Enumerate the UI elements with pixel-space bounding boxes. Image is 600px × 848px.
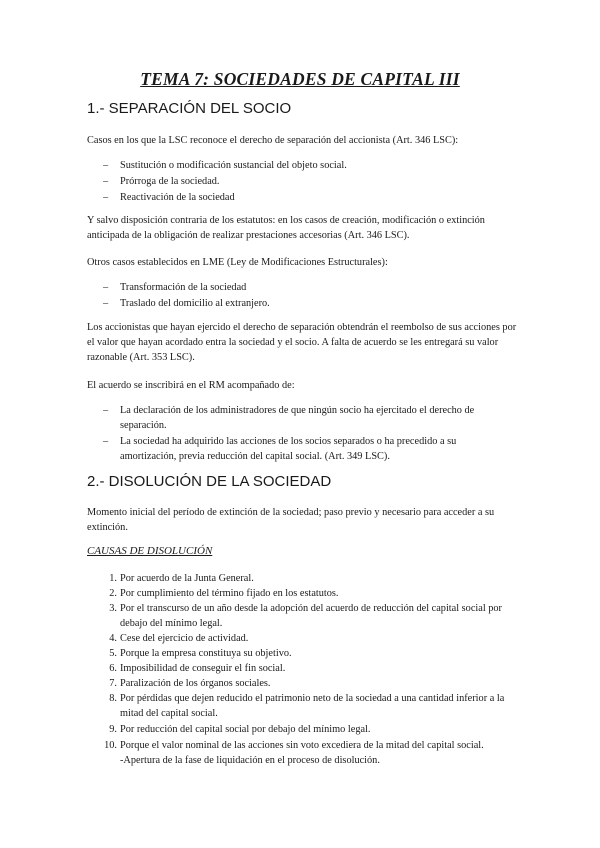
dash-bullet: – [103,176,109,187]
list-item: 1. Por acuerdo de la Junta General. [109,573,254,584]
paragraph: Y salvo disposición contraria de los estatutos: en los casos de creación, modificación o extinción anticipada de la obligación de realizar prestaciones accesorias (Art. 346 LSC). [87,215,485,241]
dash-bullet: – [103,405,109,416]
paragraph: Otros casos establecidos en LME (Ley de Modificaciones Estructurales): [87,257,388,268]
dash-bullet: – [103,298,109,309]
list-item: 10. Porque el valor nominal de las acciones sin voto excediera de la mitad del capital social. [104,740,484,751]
dash-bullet: – [103,160,109,171]
list-item: 2. Por cumplimiento del término fijado en los estatutos. [109,588,339,599]
paragraph: Los accionistas que hayan ejercido el derecho de separación obtendrán el reembolso de sus acciones por el valor que hayan acordado entra la sociedad y el socio. A falta de acuerdo se les entregará su valor razonable (Art. 353 LSC). [87,322,517,363]
section-heading-separacion: 1.- SEPARACIÓN DEL SOCIO [87,100,292,117]
list-item: 5. Porque la empresa constituya su objetivo. [109,648,292,659]
list-item: – Traslado del domicilio al extranjero. [103,298,270,309]
list-item: – Transformación de la sociedad [103,282,247,293]
list-item: 6. Imposibilidad de conseguir el fin social. [109,663,286,674]
closing-note: -Apertura de la fase de liquidación en el proceso de disolución. [120,755,380,766]
paragraph: El acuerdo se inscribirá en el RM acompañado de: [87,380,295,391]
list-item: 7. Paralización de los órganos sociales. [109,678,271,689]
dash-bullet: – [103,192,109,203]
list-item: – Reactivación de la sociedad [103,192,235,203]
dash-bullet: – [103,282,109,293]
list-item: 9. Por reducción del capital social por debajo del mínimo legal. [109,724,371,735]
paragraph: Casos en los que la LSC reconoce el derecho de separación del accionista (Art. 346 LSC): [87,135,459,146]
document-title: TEMA 7: SOCIEDADES DE CAPITAL III [140,69,460,89]
list-item: – La declaración de los administradores de que ningún socio ha ejercitado el derecho de separación. [103,405,475,431]
list-item: 3. Por el transcurso de un año desde la adopción del acuerdo de reducción del capital social por debajo del mínimo legal. [109,603,502,629]
section-heading-disolucion: 2.- DISOLUCIÓN DE LA SOCIEDAD [87,473,332,490]
causes-subheading: CAUSAS DE DISOLUCIÓN [87,545,213,557]
paragraph: Momento inicial del período de extinción de la sociedad; paso previo y necesario para acceder a su extinción. [87,507,495,533]
dash-bullet: – [103,436,109,447]
list-item: 4. Cese del ejercicio de actividad. [109,633,249,644]
list-item: – Prórroga de la sociedad. [103,176,220,187]
list-item: – Sustitución o modificación sustancial del objeto social. [103,160,347,171]
list-item: 8. Por pérdidas que dejen reducido el patrimonio neto de la sociedad a una cantidad inferior a la mitad del capital social. [109,693,505,719]
list-item: – La sociedad ha adquirido las acciones de los socios separados o ha precedido a su amortización, previa reducción del capital social. (Art. 349 LSC). [103,436,457,462]
